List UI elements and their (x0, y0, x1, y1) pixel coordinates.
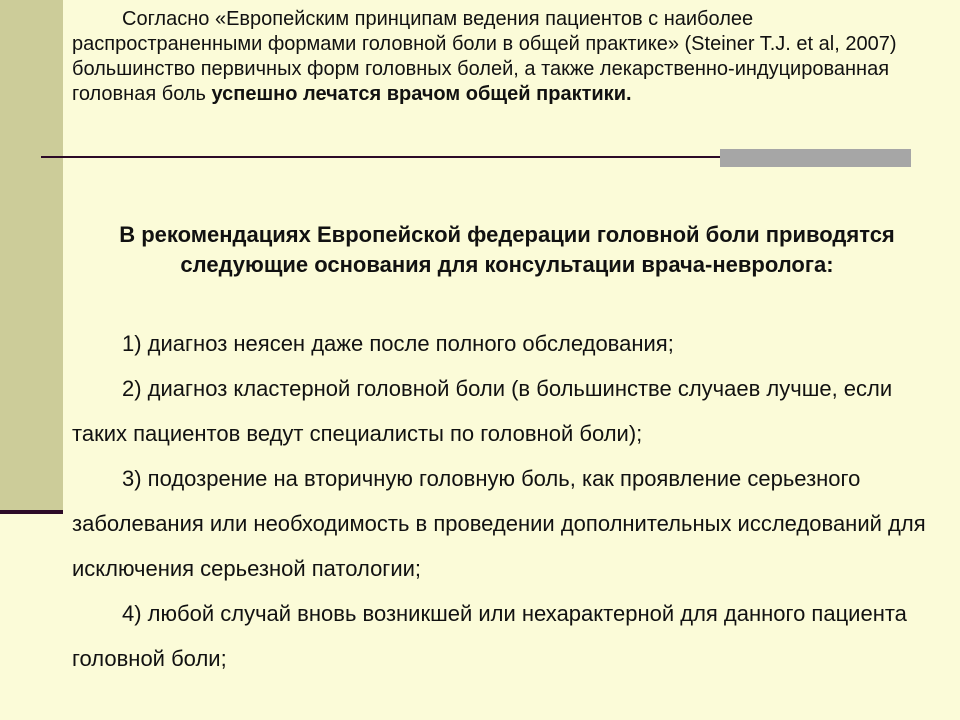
intro-text: Согласно «Европейским принципам ведения пациентов с наиболее распространенными формами головной боли в общей практике» (Steiner T.J. et al, 2007) большинство первичных форм головных болей, а также лекарственно-индуцированная головная боль (72, 8, 897, 105)
left-accent-bar (0, 0, 63, 514)
list-item: 1) диагноз неясен даже после полного обследования; (122, 331, 674, 356)
list-item: 3) подозрение на вторичную головную боль, как проявление серьезного заболевания или необходимость в проведении дополнительных исследований для исключения серьезной патологии; (72, 466, 926, 581)
intro-emphasis: успешно лечатся врачом общей практики. (211, 83, 632, 105)
section-heading: В рекомендациях Европейской федерации головной боли приводятся следующие основания для консультации врача-невролога: (119, 222, 895, 277)
list-item: 2) диагноз кластерной головной боли (в большинстве случаев лучше, если таких пациентов ведут специалисты по головной боли); (72, 376, 893, 446)
intro-paragraph (72, 7, 942, 107)
left-accent-divider (0, 510, 63, 514)
list-item: 4) любой случай вновь возникшей или нехарактерной для данного пациента головной боли; (72, 601, 907, 671)
criteria-list (72, 321, 952, 681)
gray-accent-block (720, 149, 911, 167)
